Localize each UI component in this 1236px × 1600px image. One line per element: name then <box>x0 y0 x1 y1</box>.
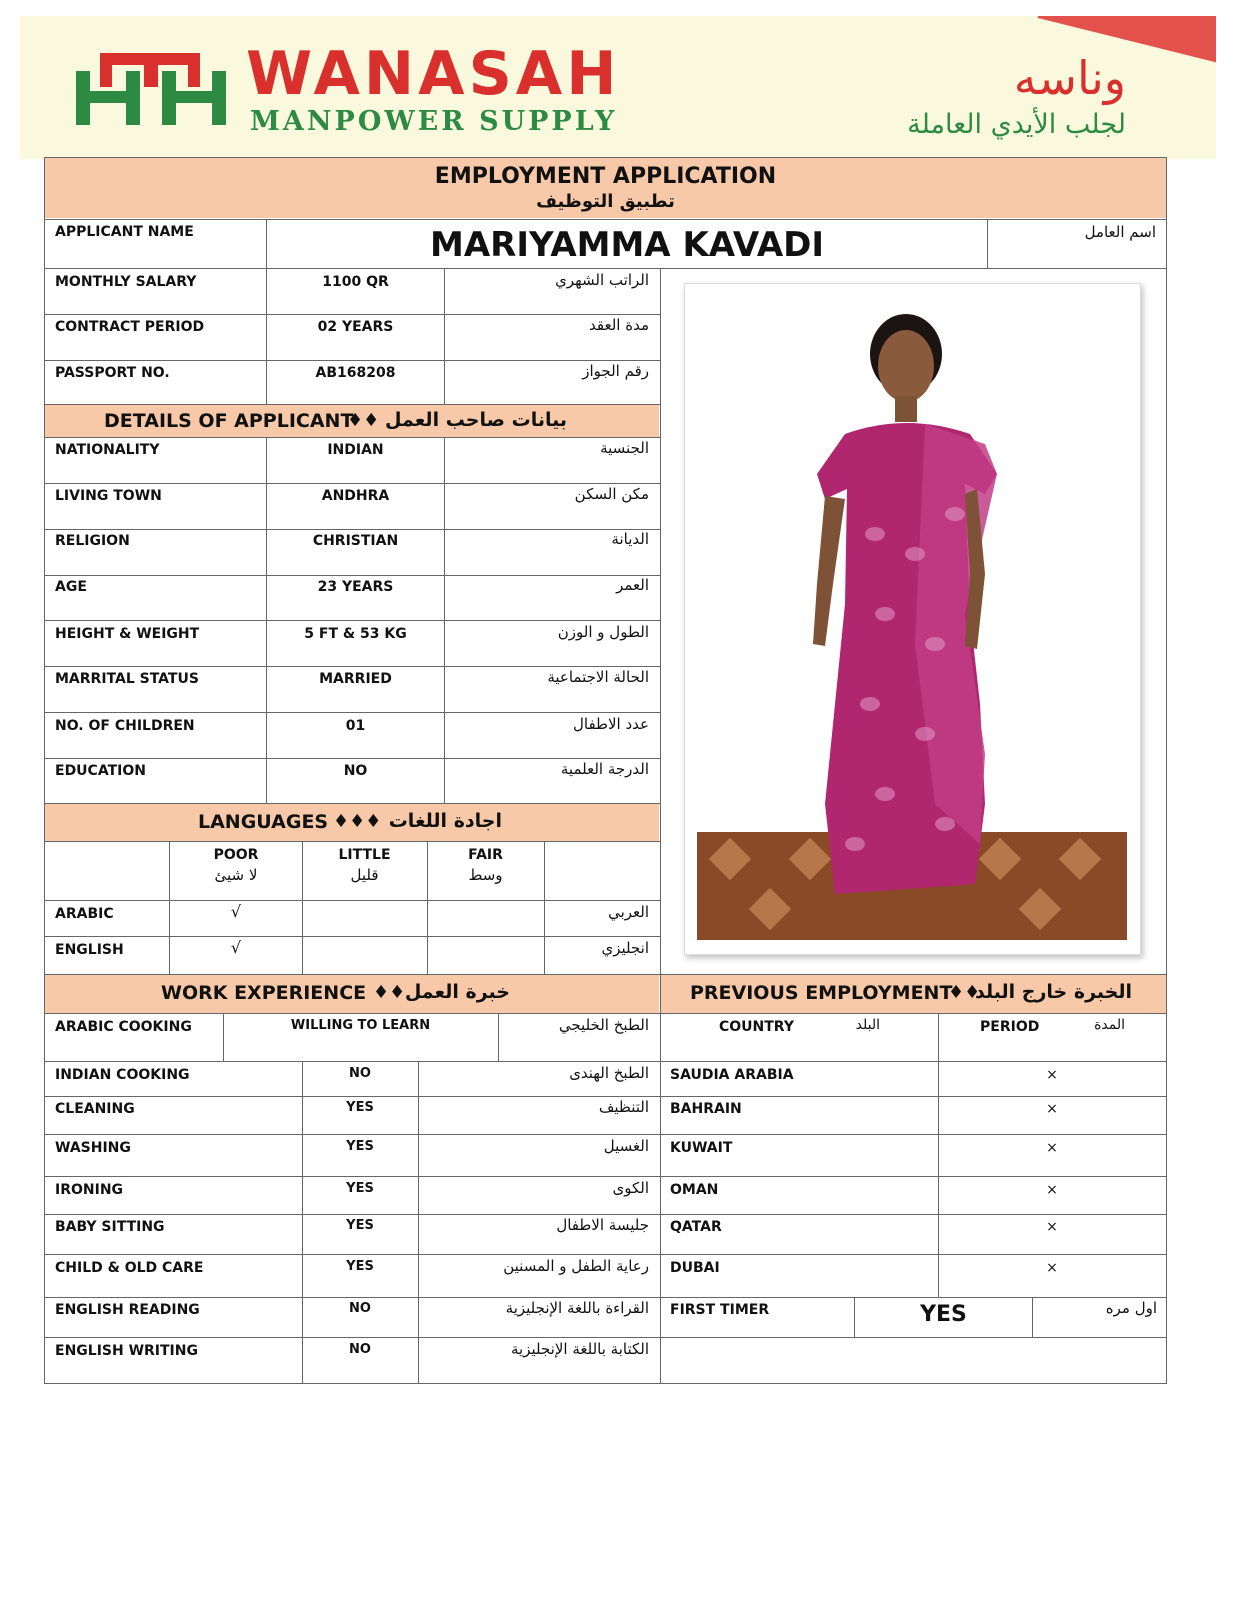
work-english-reading-value: NO <box>349 1301 371 1316</box>
form-title: EMPLOYMENT APPLICATION <box>434 164 777 189</box>
first-timer-value: YES <box>920 1302 967 1327</box>
header-banner <box>20 16 1216 159</box>
work-indian-cooking-label: INDIAN COOKING <box>55 1067 190 1083</box>
religion-label: RELIGION <box>55 533 130 549</box>
work-arabic-cooking-label: ARABIC COOKING <box>55 1019 192 1035</box>
applicant-photo <box>684 283 1141 955</box>
children-label-ar: عدد الاطفال <box>573 715 649 733</box>
work-baby-sitting-value: YES <box>346 1218 374 1233</box>
first-timer-label: FIRST TIMER <box>670 1302 770 1318</box>
salary-label-ar: الراتب الشهري <box>555 271 649 289</box>
marital-status-value: MARRIED <box>319 671 392 687</box>
first-timer-label-ar: اول مره <box>1105 1299 1157 1317</box>
logo-text-en: WANASAH <box>246 39 621 109</box>
work-child-old-care-label: CHILD & OLD CARE <box>55 1260 204 1276</box>
work-washing-label-ar: الغسيل <box>603 1137 649 1155</box>
work-header-ar: خبرة العمل <box>404 981 510 1003</box>
work-english-writing-label-ar: الكتابة باللغة الإنجليزية <box>511 1340 649 1358</box>
prev-country-qatar: QATAR <box>670 1219 722 1235</box>
nationality-value: INDIAN <box>327 442 384 458</box>
prev-header-ar: الخبرة خارج البلد <box>975 981 1132 1003</box>
education-label-ar: الدرجة العلمية <box>560 760 649 778</box>
prev-country-bahrain: BAHRAIN <box>670 1101 742 1117</box>
religion-value: CHRISTIAN <box>312 533 399 549</box>
children-label: NO. OF CHILDREN <box>55 718 195 734</box>
details-header: DETAILS OF APPLICANT <box>104 410 354 432</box>
prev-col-period: PERIOD <box>980 1019 1040 1035</box>
languages-header: LANGUAGES <box>198 811 329 833</box>
level-fair-ar: وسط <box>468 866 503 884</box>
prev-period-dubai: × <box>1046 1260 1058 1276</box>
nationality-label-ar: الجنسية <box>600 439 649 457</box>
arabic-poor-check: √ <box>230 902 242 921</box>
prev-period-oman: × <box>1046 1182 1058 1198</box>
work-washing-label: WASHING <box>55 1140 131 1156</box>
work-baby-sitting-label: BABY SITTING <box>55 1219 165 1235</box>
work-header: WORK EXPERIENCE <box>161 982 367 1004</box>
logo-subtext-en: MANPOWER SUPPLY <box>250 106 618 137</box>
passport-label-ar: رقم الجواز <box>582 362 649 380</box>
living-town-value: ANDHRA <box>321 488 390 504</box>
company-logo-mark <box>76 53 226 125</box>
contract-label: CONTRACT PERIOD <box>55 319 205 335</box>
prev-period-bahrain: × <box>1046 1101 1058 1117</box>
work-english-reading-label-ar: القراءة باللغة الإنجليزية <box>505 1299 649 1317</box>
prev-col-period-ar: المدة <box>1094 1017 1125 1033</box>
applicant-name-label-ar: اسم العامل <box>1084 223 1156 241</box>
marital-status-label-ar: الحالة الاجتماعية <box>547 668 649 686</box>
prev-period-saudi: × <box>1046 1067 1058 1083</box>
prev-period-qatar: × <box>1046 1219 1058 1235</box>
work-ironing-value: YES <box>346 1181 374 1196</box>
work-child-old-care-value: YES <box>346 1259 374 1274</box>
prev-country-oman: OMAN <box>670 1182 719 1198</box>
level-poor-ar: لا شيئ <box>214 866 258 884</box>
work-english-writing-value: NO <box>349 1342 371 1357</box>
applicant-name-value: MARIYAMMA KAVADI <box>429 225 825 265</box>
living-town-label-ar: مكن السكن <box>574 485 649 503</box>
language-english: ENGLISH <box>55 942 124 958</box>
details-header-marks: ♦♦ <box>347 410 380 431</box>
applicant-photo-illustration <box>685 284 1138 952</box>
work-indian-cooking-label-ar: الطبخ الهندى <box>569 1064 649 1082</box>
contract-label-ar: مدة العقد <box>589 316 649 334</box>
details-header-ar: بيانات صاحب العمل <box>385 409 567 431</box>
language-arabic: ARABIC <box>55 906 114 922</box>
language-english-ar: انجليزي <box>601 939 649 957</box>
prev-col-country-ar: البلد <box>855 1017 880 1033</box>
work-header-marks: ♦♦ <box>373 982 406 1003</box>
work-cleaning-value: YES <box>346 1100 374 1115</box>
marital-status-label: MARRITAL STATUS <box>55 671 199 687</box>
education-label: EDUCATION <box>55 763 146 779</box>
work-cleaning-label-ar: التنظيف <box>598 1098 649 1116</box>
passport-label: PASSPORT NO. <box>55 365 170 381</box>
work-english-writing-label: ENGLISH WRITING <box>55 1343 198 1359</box>
contract-value: 02 YEARS <box>317 319 394 335</box>
prev-country-dubai: DUBAI <box>670 1260 720 1276</box>
prev-header: PREVIOUS EMPLOYMENT <box>690 982 953 1004</box>
form-title-ar: تطبيق التوظيف <box>536 191 675 212</box>
salary-label: MONTHLY SALARY <box>55 274 197 290</box>
height-weight-label: HEIGHT & WEIGHT <box>55 626 200 642</box>
work-ironing-label-ar: الكوى <box>612 1179 649 1197</box>
age-value: 23 YEARS <box>317 579 394 595</box>
passport-value: AB168208 <box>315 365 396 381</box>
applicant-name-label: APPLICANT NAME <box>55 224 194 240</box>
prev-country-kuwait: KUWAIT <box>670 1140 733 1156</box>
age-label-ar: العمر <box>616 576 649 594</box>
prev-col-country: COUNTRY <box>719 1019 794 1035</box>
prev-header-marks: ♦♦ <box>948 982 981 1003</box>
work-cleaning-label: CLEANING <box>55 1101 135 1117</box>
work-arabic-cooking-label-ar: الطبخ الخليجي <box>558 1016 649 1034</box>
level-little: LITTLE <box>338 847 391 863</box>
nationality-label: NATIONALITY <box>55 442 160 458</box>
logo-subtext-ar: لجلب الأيدي العاملة <box>907 109 1126 140</box>
work-baby-sitting-label-ar: جليسة الاطفال <box>556 1216 649 1234</box>
language-arabic-ar: العربي <box>608 903 649 921</box>
living-town-label: LIVING TOWN <box>55 488 162 504</box>
children-value: 01 <box>345 718 366 734</box>
languages-header-marks: ♦♦♦ <box>333 811 382 832</box>
religion-label-ar: الديانة <box>611 530 649 548</box>
education-value: NO <box>343 763 368 779</box>
age-label: AGE <box>55 579 87 595</box>
salary-value: 1100 QR <box>322 274 389 290</box>
work-child-old-care-label-ar: رعاية الطفل و المسنين <box>503 1257 649 1275</box>
work-indian-cooking-value: NO <box>349 1066 371 1081</box>
languages-header-ar: اجادة اللغات <box>388 810 502 832</box>
work-ironing-label: IRONING <box>55 1182 124 1198</box>
work-washing-value: YES <box>346 1139 374 1154</box>
level-fair: FAIR <box>468 847 503 863</box>
english-poor-check: √ <box>230 938 242 957</box>
work-arabic-cooking-value: WILLING TO LEARN <box>290 1018 431 1033</box>
level-little-ar: قليل <box>350 866 379 884</box>
work-english-reading-label: ENGLISH READING <box>55 1302 200 1318</box>
level-poor: POOR <box>213 847 259 863</box>
height-weight-label-ar: الطول و الوزن <box>557 623 649 641</box>
logo-text-ar: وناسه <box>1013 51 1126 105</box>
prev-period-kuwait: × <box>1046 1140 1058 1156</box>
prev-country-saudi: SAUDIA ARABIA <box>670 1067 794 1083</box>
height-weight-value: 5 FT & 53 KG <box>304 626 407 642</box>
